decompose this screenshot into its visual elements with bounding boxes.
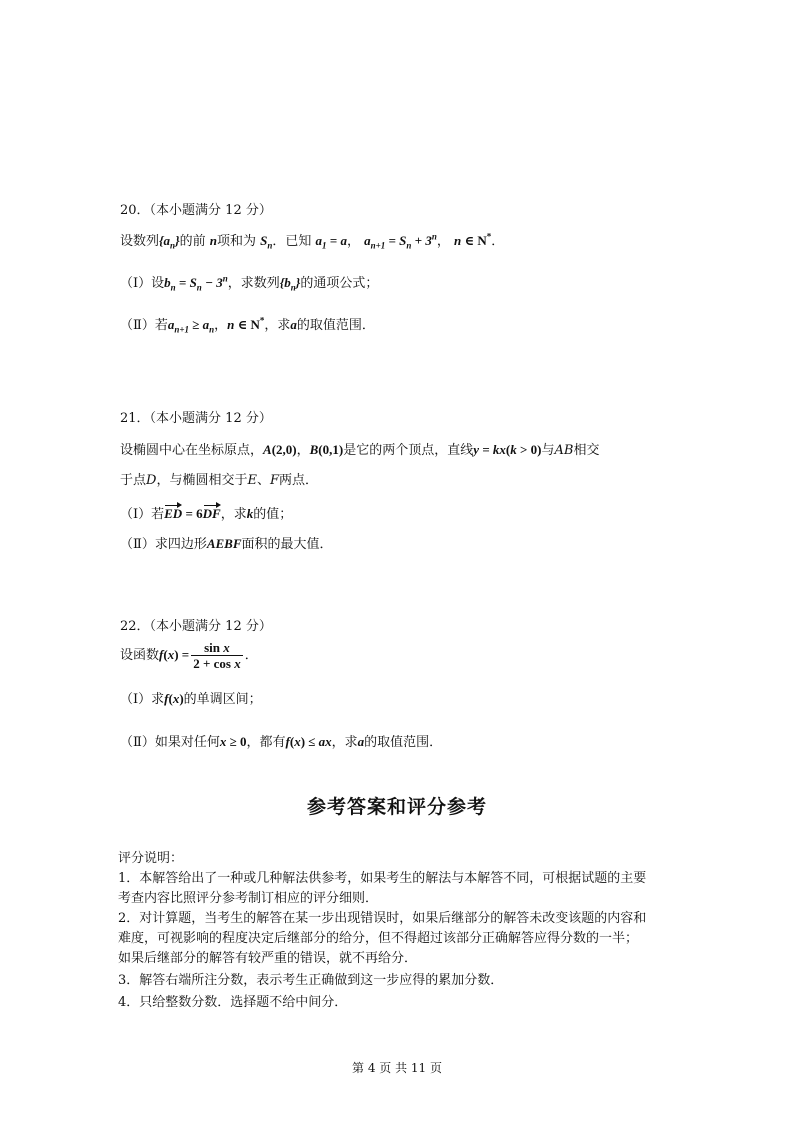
q22-part1: （Ⅰ）求f(x)的单调区间； xyxy=(120,691,262,707)
q22-part2: （Ⅱ）如果对任何x ≥ 0，都有f(x) ≤ ax，求a的取值范围． xyxy=(120,734,443,750)
q22-stem: 设函数f(x) = $\frac{\text{sin x}}{\text{2 + cos x}}$ ． xyxy=(120,640,258,671)
q21-stem-line2: 于点D，与椭圆相交于E、F两点． xyxy=(120,473,319,488)
q21-part2: （Ⅱ）求四边形AEBF面积的最大值． xyxy=(120,536,333,552)
scoring-rule-4: 4．只给整数分数．选择题不给中间分． xyxy=(118,995,348,1010)
q20-stem: 设数列$\{a_n\}$的前 n项和为 $S_n$．已知 $a_1 = a$， $a_{n+1} = S_n + 3^n$， n ∈ N*． xyxy=(120,231,505,251)
q21-header: 21．（本小题满分 12 分） xyxy=(120,411,272,426)
answer-title: 参考答案和评分参考 xyxy=(306,796,487,818)
q20-part1: （Ⅰ）设$b_n = S_n - 3^n$，求数列$\{b_n\}$的通项公式； xyxy=(120,273,379,293)
scoring-rule-2-line2: 难度，可视影响的程度决定后继部分的给分，但不得超过该部分正确解答应得分数的一半； xyxy=(118,931,639,946)
q21-stem: 设椭圆中心在坐标原点，A(2,0)，B(0,1)是它的两个顶点，直线y = kx(k > 0)与AB相交 xyxy=(120,442,600,458)
scoring-rule-1-line1: 1．本解答给出了一种或几种解法供参考，如果考生的解法与本解答不同，可根据试题的主要 xyxy=(118,871,647,886)
q20-header: 20．（本小题满分 12 分） xyxy=(120,203,272,218)
scoring-rule-3: 3．解答右端所注分数，表示考生正确做到这一步应得的累加分数． xyxy=(118,973,504,988)
page-footer: 第 4 页 共 11 页 xyxy=(352,1061,442,1075)
q21-part1: （Ⅰ）若ED = 6DF，求k的值； xyxy=(120,506,293,522)
scoring-rule-1-line2: 考查内容比照评分参考制订相应的评分细则． xyxy=(118,891,379,906)
q20-part2: （Ⅱ）若$a_{n+1} \ge a_n$，n ∈ N*，求a的取值范围． xyxy=(120,315,375,335)
scoring-intro: 评分说明： xyxy=(118,851,184,866)
scoring-rule-2-line1: 2．对计算题，当考生的解答在某一步出现错误时，如果后继部分的解答未改变该题的内容和 xyxy=(118,911,647,926)
scoring-rule-2-line3: 如果后继部分的解答有较严重的错误，就不再给分． xyxy=(118,951,418,966)
q22-header: 22．（本小题满分 12 分） xyxy=(120,619,272,634)
